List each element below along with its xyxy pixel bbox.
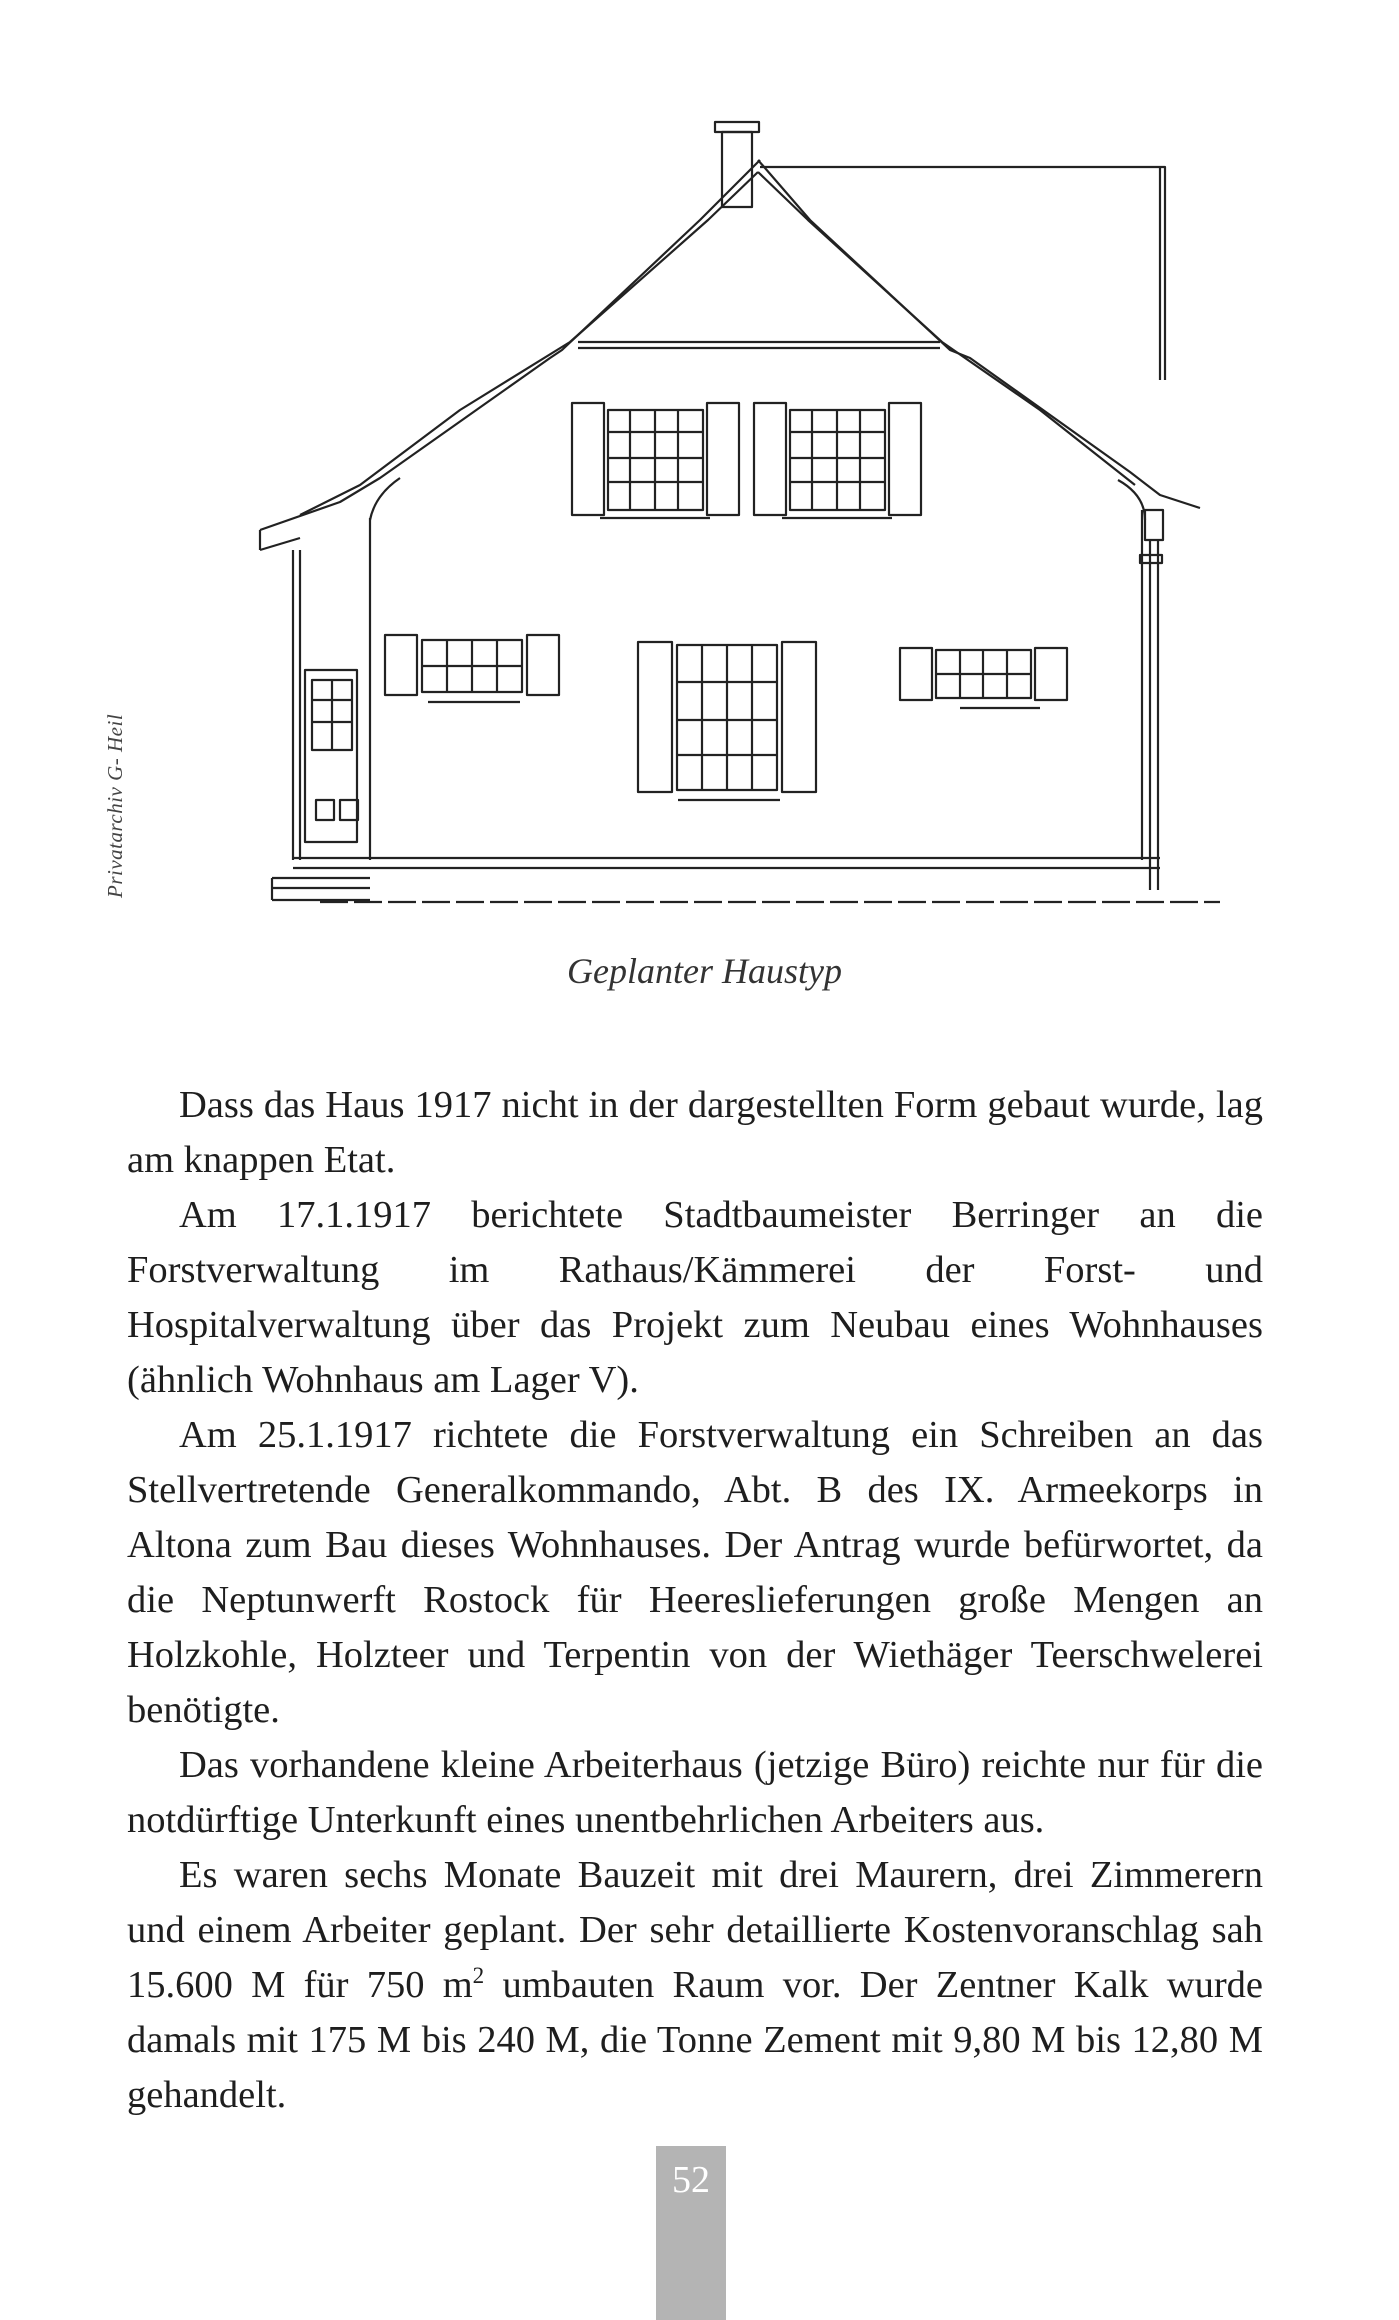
paragraph-text: umbauten Raum vor. Der Zentner Kalk wurde damals mit 175 M bis 240 M, die Tonne Zement mit 9,80 M bis 12,80 M gehandelt. — [127, 1964, 1263, 2116]
page-number-tab — [656, 2146, 726, 2320]
page-number: 52 — [672, 2159, 710, 2201]
paragraph: Am 17.1.1917 berichtete Stadtbaumeister Berringer an die Forstverwaltung im Rathaus/Kämmerei der Forst- und Hospitalverwaltung über das Projekt zum Neubau eines Wohnhauses (ähnlich Wohnhaus am Lager V). — [127, 1194, 1263, 1401]
paragraph: Am 25.1.1917 richtete die Forstverwaltung ein Schreiben an das Stellvertretende Generalkommando, Abt. B des IX. Armeekorps in Altona zum Bau dieses Wohnhauses. Der Antrag wurde befürwortet, da die Neptunwerft Rostock für Heereslieferungen große Mengen an Holzkohle, Holzteer und Terpentin von der Wiethäger Teerschwelerei benötigte. — [127, 1414, 1263, 1731]
figure-caption: Geplanter Haustyp — [567, 951, 842, 991]
figure-credit: Privatarchiv G- Heil — [103, 713, 127, 898]
house-elevation-drawing — [160, 110, 1240, 930]
paragraph: Das vorhandene kleine Arbeiterhaus (jetzige Büro) reichte nur für die notdürftige Unterkunft eines unentbehrlichen Arbeiters aus. — [127, 1744, 1263, 1841]
superscript: 2 — [472, 1962, 485, 1989]
paragraph-text: Es waren sechs Monate Bauzeit mit drei Maurern, drei Zimmerern und einem Arbeiter geplant. Der sehr detaillierte Kostenvoranschlag sah 15.600 M für 750 m — [127, 1854, 1263, 2006]
paragraph: Dass das Haus 1917 nicht in der dargestellten Form gebaut wurde, lag am knappen Etat. — [127, 1084, 1263, 1181]
body-text — [127, 1078, 1263, 2123]
paragraph — [127, 1848, 1263, 2123]
